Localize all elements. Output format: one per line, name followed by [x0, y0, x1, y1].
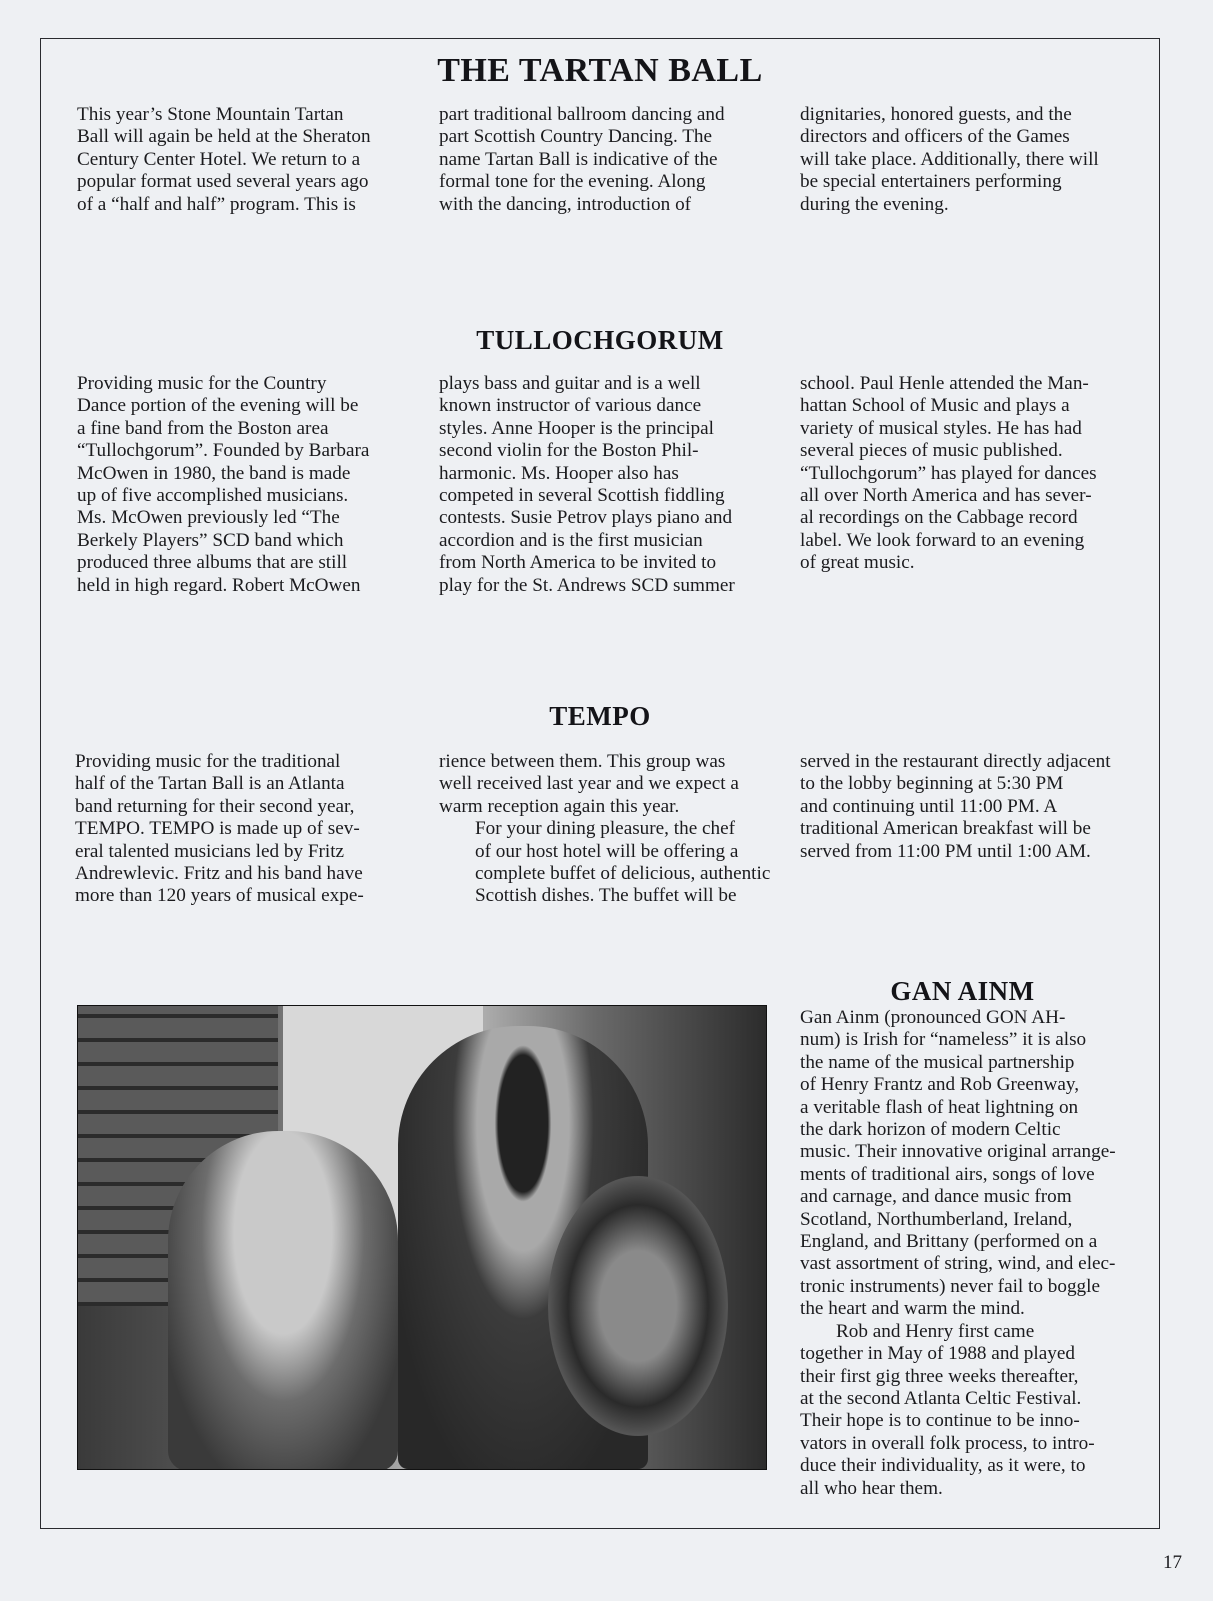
text-line: more than 120 years of musical expe-: [75, 885, 364, 907]
tartan-col-2: [439, 104, 784, 216]
text-line: Ms. McOwen previously led “The: [77, 507, 340, 529]
text-line: vators in overall folk process, to intro-: [800, 1432, 1095, 1454]
gan-ainm-para-2: [800, 1321, 1145, 1500]
text-line: Dance portion of the evening will be: [77, 395, 359, 417]
tempo-col-3: [800, 751, 1145, 863]
tartan-col-3: [800, 104, 1145, 216]
text-line: all over North America and has sever-: [800, 485, 1092, 507]
text-line: hattan School of Music and plays a: [800, 395, 1070, 417]
text-line: traditional American breakfast will be: [800, 818, 1091, 840]
text-line: Scotland, Northumberland, Ireland,: [800, 1208, 1073, 1230]
tempo-col-2-para-2: [439, 818, 784, 908]
text-line: tronic instruments) never fail to boggle: [800, 1275, 1100, 1297]
text-line: the heart and warm the mind.: [800, 1298, 1025, 1320]
tullochgorum-col-3: [800, 373, 1145, 575]
text-line: name Tartan Ball is indicative of the: [439, 148, 718, 170]
text-line: of a “half and half” program. This is: [77, 193, 356, 215]
text-line: second violin for the Boston Phil-: [439, 440, 699, 462]
text-line: For your dining pleasure, the chef: [475, 818, 736, 840]
tullochgorum-col-2: [439, 373, 784, 597]
text-line: popular format used several years ago: [77, 171, 369, 193]
text-line: band returning for their second year,: [75, 795, 355, 817]
text-line: complete buffet of delicious, authentic: [475, 863, 771, 885]
text-line: Andrewlevic. Fritz and his band have: [75, 863, 363, 885]
text-line: dignitaries, honored guests, and the: [800, 104, 1072, 125]
heading-gan-ainm: GAN AINM: [890, 976, 1035, 1006]
text-line: eral talented musicians led by Fritz: [75, 840, 345, 862]
text-line: Ball will again be held at the Sheraton: [77, 126, 371, 148]
text-line: of great music.: [800, 552, 915, 574]
text-line: the name of the musical partnership: [800, 1051, 1075, 1073]
text-line: produced three albums that are still: [77, 552, 348, 574]
text-line: Scottish dishes. The buffet will be: [475, 885, 737, 907]
band-photo: [77, 1005, 767, 1470]
text-line: music. Their innovative original arrange-: [800, 1141, 1116, 1163]
text-line: vast assortment of string, wind, and elec-: [800, 1253, 1116, 1275]
text-line: Providing music for the traditional: [75, 751, 341, 772]
text-line: of Henry Frantz and Rob Greenway,: [800, 1074, 1080, 1096]
heading-tullochgorum: TULLOCHGORUM: [476, 325, 724, 355]
gan-ainm-text: [800, 1007, 1145, 1500]
text-line: play for the St. Andrews SCD summer: [439, 574, 735, 596]
text-line: rience between them. This group was: [439, 751, 726, 772]
text-line: half of the Tartan Ball is an Atlanta: [75, 773, 345, 795]
text-line: accordion and is the first musician: [439, 529, 703, 551]
text-line: during the evening.: [800, 193, 949, 215]
text-line: Providing music for the Country: [77, 373, 327, 394]
text-line: Century Center Hotel. We return to a: [77, 148, 361, 170]
tempo-col-2-para-1: [439, 751, 784, 818]
text-line: to the lobby beginning at 5:30 PM: [800, 773, 1064, 795]
text-line: label. We look forward to an evening: [800, 529, 1085, 551]
text-line: plays bass and guitar and is a well: [439, 373, 701, 394]
page-number: 17: [1163, 1552, 1182, 1573]
text-line: Gan Ainm (pronounced GON AH-: [800, 1007, 1066, 1028]
text-line: well received last year and we expect a: [439, 773, 739, 795]
text-line: duce their individuality, as it were, to: [800, 1455, 1086, 1477]
text-line: ments of traditional airs, songs of love: [800, 1163, 1095, 1185]
text-line: TEMPO. TEMPO is made up of sev-: [75, 818, 360, 840]
text-line: and carnage, and dance music from: [800, 1186, 1072, 1208]
text-line: variety of musical styles. He has had: [800, 417, 1082, 439]
text-line: styles. Anne Hooper is the principal: [439, 417, 714, 439]
text-line: Berkely Players” SCD band which: [77, 529, 344, 551]
text-line: num) is Irish for “nameless” it is also: [800, 1029, 1087, 1051]
text-line: with the dancing, introduction of: [439, 193, 692, 215]
text-line: This year’s Stone Mountain Tartan: [77, 104, 344, 125]
text-line: part traditional ballroom dancing and: [439, 104, 725, 125]
text-line: will take place. Additionally, there will: [800, 148, 1099, 170]
text-line: several pieces of music published.: [800, 440, 1063, 462]
text-line: the dark horizon of modern Celtic: [800, 1119, 1061, 1141]
tullochgorum-col-1: [77, 373, 422, 597]
text-line: warm reception again this year.: [439, 795, 680, 817]
text-line: part Scottish Country Dancing. The: [439, 126, 713, 148]
text-line: served in the restaurant directly adjacent: [800, 751, 1111, 772]
tempo-col-2: [439, 751, 784, 908]
text-line: Their hope is to continue to be inno-: [800, 1410, 1080, 1432]
text-line: Rob and Henry first came: [836, 1320, 1035, 1342]
text-line: their first gig three weeks thereafter,: [800, 1365, 1079, 1387]
text-line: of our host hotel will be offering a: [475, 840, 739, 862]
text-line: from North America to be invited to: [439, 552, 717, 574]
text-line: known instructor of various dance: [439, 395, 702, 417]
text-line: “Tullochgorum”. Founded by Barbara: [77, 440, 370, 462]
text-line: held in high regard. Robert McOwen: [77, 574, 361, 596]
text-line: “Tullochgorum” has played for dances: [800, 462, 1097, 484]
text-line: a veritable flash of heat lightning on: [800, 1096, 1079, 1118]
text-line: a fine band from the Boston area: [77, 417, 329, 439]
text-line: served from 11:00 PM until 1:00 AM.: [800, 840, 1091, 862]
text-line: formal tone for the evening. Along: [439, 171, 706, 193]
text-line: England, and Brittany (performed on a: [800, 1231, 1098, 1253]
text-line: contests. Susie Petrov plays piano and: [439, 507, 733, 529]
text-line: competed in several Scottish fiddling: [439, 485, 725, 507]
gan-ainm-para-1: [800, 1007, 1145, 1321]
heading-tempo: TEMPO: [549, 701, 651, 731]
text-line: directors and officers of the Games: [800, 126, 1070, 148]
text-line: at the second Atlanta Celtic Festival.: [800, 1387, 1082, 1409]
text-line: al recordings on the Cabbage record: [800, 507, 1078, 529]
text-line: school. Paul Henle attended the Man-: [800, 373, 1089, 394]
text-line: all who hear them.: [800, 1477, 943, 1499]
text-line: harmonic. Ms. Hooper also has: [439, 462, 679, 484]
heading-tartan-ball: THE TARTAN BALL: [437, 52, 763, 89]
text-line: and continuing until 11:00 PM. A: [800, 795, 1058, 817]
text-line: McOwen in 1980, the band is made: [77, 462, 351, 484]
tempo-col-1: [75, 751, 420, 908]
text-line: be special entertainers performing: [800, 171, 1062, 193]
tartan-col-1: [77, 104, 422, 216]
text-line: together in May of 1988 and played: [800, 1343, 1075, 1365]
text-line: up of five accomplished musicians.: [77, 485, 349, 507]
